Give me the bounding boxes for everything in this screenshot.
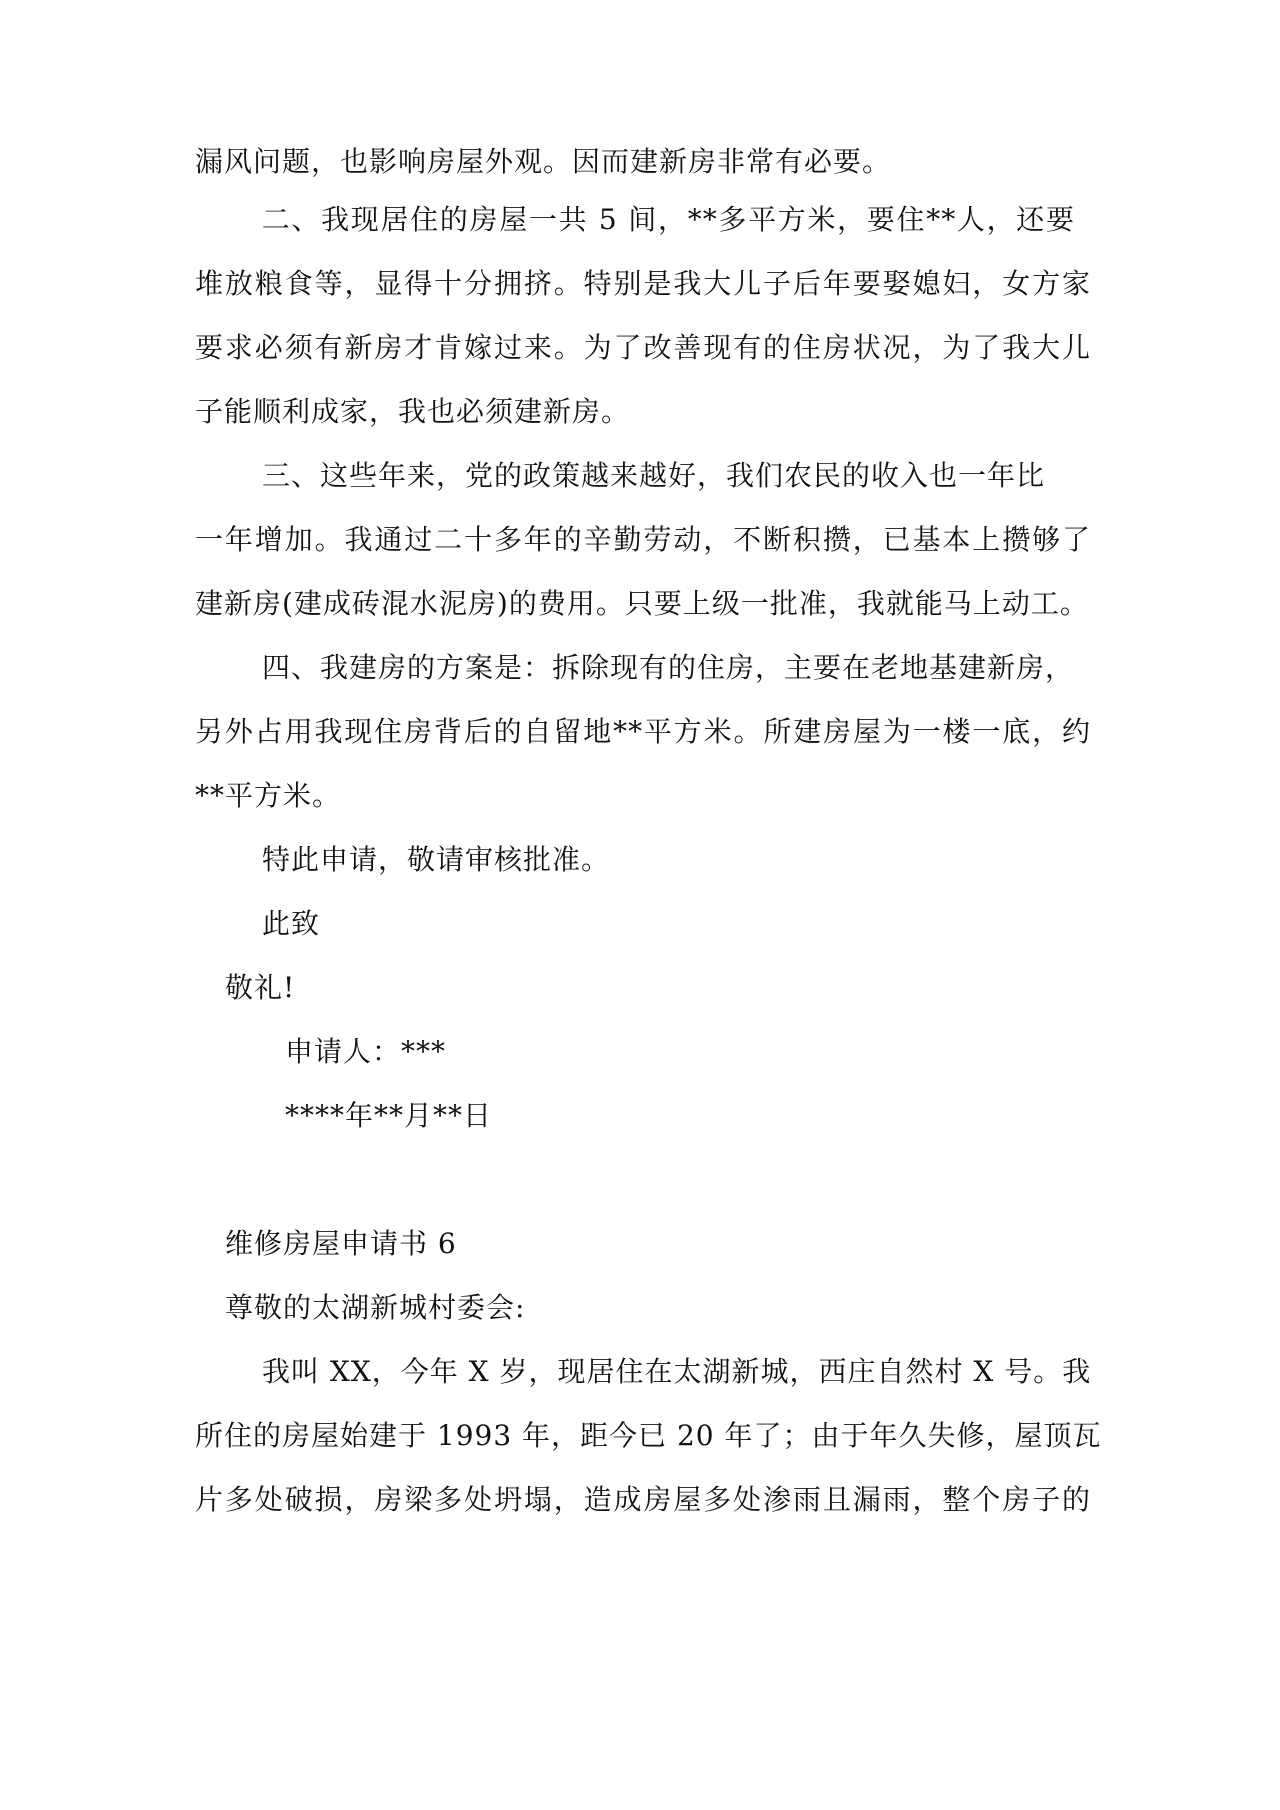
text-line-8: 建新房(建成砖混水泥房)的费用。只要上级一批准，我就能马上动工。 — [195, 587, 1089, 620]
text-line-5: 子能顺利成家，我也必须建新房。 — [195, 395, 631, 428]
text-line-2: 二、我现居住的房屋一共 5 间，**多平方米，要住**人，还要 — [261, 203, 1075, 236]
text-line-6: 三、这些年来，党的政策越来越好，我们农民的收入也一年比 — [262, 459, 1046, 492]
salutation: 尊敬的太湖新城村委会: — [225, 1291, 526, 1324]
text-line-4: 要求必须有新房才肯嫁过来。为了改善现有的住房状况，为了我大儿 — [195, 331, 1091, 364]
text-line-14: 敬礼! — [225, 971, 296, 1004]
section-title: 维修房屋申请书 6 — [225, 1227, 457, 1260]
text-line-3: 堆放粮食等，显得十分拥挤。特别是我大儿子后年要娶媳妇，女方家 — [195, 267, 1091, 300]
text-line-1: 漏风问题，也影响房屋外观。因而建新房非常有必要。 — [195, 145, 892, 178]
text-line-7: 一年增加。我通过二十多年的辛勤劳动，不断积攒，已基本上攒够了 — [195, 523, 1091, 556]
text-line-10: 另外占用我现住房背后的自留地**平方米。所建房屋为一楼一底，约 — [195, 715, 1091, 748]
text-line-16: ****年**月**日 — [285, 1099, 493, 1132]
text-line-11: **平方米。 — [195, 779, 342, 812]
text-line-12: 特此申请，敬请审核批准。 — [262, 843, 611, 876]
text-line-13: 此致 — [262, 907, 321, 940]
paragraph-2-line-1 — [195, 200, 1075, 240]
text-line-20: 所住的房屋始建于 1993 年，距今已 20 年了；由于年久失修，屋顶瓦 — [195, 1419, 1102, 1452]
text-line-21: 片多处破损，房梁多处坍塌，造成房屋多处渗雨且漏雨，整个房子的 — [195, 1483, 1091, 1516]
text-line-19: 我叫 XX，今年 X 岁，现居住在太湖新城，西庄自然村 X 号。我 — [262, 1355, 1092, 1388]
text-line-9: 四、我建房的方案是：拆除现有的住房，主要在老地基建新房， — [262, 651, 1075, 684]
text-line-15: 申请人：*** — [285, 1035, 447, 1068]
